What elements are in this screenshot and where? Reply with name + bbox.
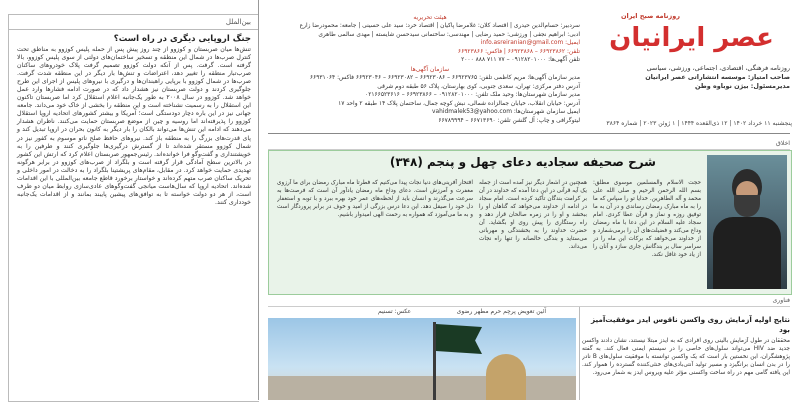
masthead-director: مدیرمسئول: بیژن نوباوه وطن [694, 82, 790, 90]
staff-ads-phone: تلفن آگهی‌ها: ۰۹۱۲۸۲۰۱۰۰۰ – ۷۷ ۷۱۱ ۸۸۸ ۲۰۰۰ [461, 57, 580, 64]
ads-line: آدرس دفتر مرکزی: تهران، سعدی جنوبی، کوی بهارستان، پلاک ۵۶ طبقه دوم شرقی [377, 83, 580, 90]
staff-email: ایمیل: info.asreiranian@gmail.com [480, 40, 580, 47]
feature-box [268, 150, 792, 295]
vaccine-story [582, 307, 790, 400]
left-article-title: جنگ اروپایی دیگری در راه است؟ [113, 34, 251, 44]
section-label-ethics: اخلاق [268, 139, 790, 150]
vaccine-story-body: محققان در طول آزمایش بالینی روی افرادی که به ایدز مبتلا نیستند، نشان دادند واکسن جدید ضد HIV می‌تواند سلول‌های خاصی را در سیستم ایمنی فعال کند. به گفته پژوهشگران، این نخستین بار است که یک واکسن توانسته با موفقیت سلول‌های B نادر را در بدن انسان برانگیزد و مسیر تولید آنتی‌بادی‌های خنثی‌کننده گسترده را هموار کند. این یافته گامی مهم در راه ساخت واکسنی مؤثر علیه ویروس ایدز به شمار می‌رود. [582, 338, 790, 376]
logo-tagline: روزنامه صبح ایران [620, 12, 680, 20]
staff-box [280, 22, 580, 65]
feature-text-col: همچنین در اشعار دیگر نیز آمده است از جمله یک آیه قرآنی در این دعا آمده که خداوند در آن بر کرامت بندگان تأکید کرده است. امام سجاد در ادامه از خداوند می‌خواهد که گناهان او را ببخشد و او را در زمره صالحان قرار دهد و راه رستگاری را پیش روی او بگشاید. آن حضرت خداوند را به بخشندگی و مهربانی می‌ستاید و بندگی خالصانه را تنها راه نجات می‌داند. [479, 180, 587, 250]
ads-line: لیتوگرافی و چاپ: آل گلشن تلفن: ۶۶۷۱۳۶۹۰ – ۶۶۷۸۹۹۹۴ [438, 117, 580, 124]
section-label-technology: فناوری [268, 296, 790, 307]
shrine-flag-photo [268, 318, 576, 400]
newspaper-logo [593, 10, 790, 60]
ads-box [280, 74, 580, 126]
photo-caption: آئین تعویض پرچم حرم مطهر رضوی [456, 308, 546, 315]
ads-email: ایمیل سازمان شهرستان‌ها: vahidmalek53@yahoo.com [431, 109, 580, 116]
staff-phone: تلفن: ۶۶۹۲۳۸۶۲ – ۶۶۹۲۳۸۶۸ | فاکس: ۶۶۹۲۳۸۶۶ [457, 48, 580, 55]
vaccine-story-title: نتایج اولیه آزمایش روی واکسن ناقوس ایدز موفقیت‌آمیز بود [590, 315, 790, 334]
staff-line: ادبی: ابراهیم نجفی | ورزشی: حمید رضایی | مهندسی: ساختمانی سید‌حسن شایسته | مهدی سالمی طاهری [318, 31, 580, 38]
masthead-info [580, 64, 790, 91]
masthead-rule [268, 133, 790, 134]
staff-heading: هیئت تحریریه [413, 14, 447, 21]
issue-date-line: پنجشنبه ۱۱ خرداد ۱۴۰۲ | ۱۲ ذی‌القعده ۱۴۴۴ | ۱ ژوئن ۲۰۲۳ | شماره ۳۸۶۴ [606, 120, 792, 127]
ads-line: مدیر سازمان آگهی‌ها: مریم کاظمی تلفن: ۶۶۹۲۳۷۶۵ – ۶۶۹۲۳۰۸۶ – ۶۶۹۲۳۰۸۲ – ۶۶۹۲۳۰۴۶ فاکس: ۶۶۹۳۱۰۶۴ [309, 75, 580, 81]
feature-text-col: حجت الاسلام والمسلمین موسوی مطلق: بسم الله الرحمن الرحیم و صلی الله علی محمد و آله الطاهرین. خدایا تو را سپاس که ما را به ماه مبارک رمضان رساندی و در آن به ما توفیق روزه و نماز و قرآن عطا کردی. امام سجاد علیه السلام در این دعا با ماه رمضان وداع می‌کند و فضیلت‌های آن را برمی‌شمارد و از خداوند می‌خواهد که برکات این ماه را در سراسر سال بر بندگانش جاری سازد و آنان را از یاد خود غافل نکند. [593, 180, 701, 258]
ads-heading: سازمان آگهی‌ها [410, 66, 450, 73]
left-article-column [8, 14, 259, 402]
ads-line: مدیر سازمان شهرستان‌ها: وحید ملک تلفن: ۰۹۱۲۸۲۰۱۰۰۰ – ۶۶۹۲۳۸۶۶ – ۰۲۱۶۶۵۲۳۶۱۶ [365, 92, 580, 99]
column-divider [579, 307, 580, 400]
feature-title: شرح صحیفه سجادیه دعای چهل و پنجم (۳۴۸) [389, 155, 656, 169]
staff-line: سردبیر: حسام‌الدین حیدری | اقتصاد کلان: غلامرضا پاکیان | اقتصاد خرد: سید علی حسینی | جامعه: محمودرضا زارع [299, 23, 580, 29]
masthead-owner: صاحب امتیاز: موسسه انتشاراتی عصر ایرانیان [645, 73, 790, 81]
left-article-body: تنش‌ها میان صربستان و کوزوو از چند روز پیش پس از حمله پلیس کوزوو به مناطق تحت کنترل صرب‌ها در شمال این منطقه و تسخیر ساختمان‌های دولتی از سوی پلیس کوزوو، بالا گرفته است. گرفت. پس از آنکه دولت کوزوو تصمیم گرفت پلاک خودروهای ساکنان صرب‌تبار منطقه را تغییر دهد، اعتراضات و تنش‌ها بار دیگر در این منطقه شدت گرفت. صرب‌ها در شمال کوزوو با برپایی راهبندان‌ها و درگیری با نیروهای پلیس از اجرای این طرح جلوگیری کردند و دولت صربستان نیز هشدار داد که در صورت ادامه فشارها وارد عمل خواهد شد. کوزوو در سال ۲۰۰۸ به طور یک‌جانبه اعلام استقلال کرد اما صربستان تاکنون این استقلال را به رسمیت نشناخته است و این منطقه را بخشی از خاک خود می‌داند. جامعه جهانی نیز در این باره دچار دودستگی است؛ آمریکا و بیشتر کشورهای اتحادیه اروپا استقلال کوزوو را پذیرفته‌اند اما روسیه و چین از موضع صربستان حمایت می‌کنند. ناظران هشدار می‌دهند که ادامه این تنش‌ها می‌تواند بالکان را بار دیگر به کانون بحران در اروپا تبدیل کند و پای قدرت‌های بزرگ را به منطقه باز کند. نیروهای حافظ صلح ناتو موسوم به کفور نیز در شمال کوزوو مستقر شده‌اند تا از گسترش درگیری‌ها جلوگیری کنند و طرفین را به خویشتنداری و گفت‌وگو فرا خوانده‌اند. رئیس‌جمهور صربستان اعلام کرد که ارتش این کشور در بالاترین سطح آمادگی قرار گرفته است و بلگراد از صرب‌های کوزوو در برابر هرگونه تهدیدی حمایت خواهد کرد. در مقابل، مقام‌های پریشتینا بلگراد را به دخالت در امور داخلی و تحریک ساکنان صرب متهم کرده‌اند و خواستار برخورد قاطع جامعه بین‌المللی با این اقدامات شده‌اند. اتحادیه اروپا که سال‌هاست میانجی گفت‌وگوهای عادی‌سازی روابط میان دو طرف است، از هر دو دولت خواسته تا به توافق‌های پیشین پایبند بمانند و از اقدامات یک‌جانبه خودداری کنند. [17, 46, 251, 206]
section-label-international: بین‌الملل [9, 15, 259, 30]
column-divider [258, 0, 259, 400]
logo-mark: عصر ایرانیان [609, 23, 774, 53]
photo-credit: عکس: تسنیم [378, 308, 412, 315]
feature-text-col: افتخار آفرینی‌های دنیا نجات پیدا می‌کنیم که فطرتاً ماه مبارک رمضان برای ما آرزوی مغفرت و آمرزش است. دعای وداع ماه رمضان یادآور آن است که فرصت‌ها به سرعت می‌گذرند و انسان باید از لحظه‌های عمر خود بهره ببرد و با توبه و استغفار دل خود را صیقل دهد. این دعا درس بزرگی از امید و خوف در برابر پروردگار است و به ما می‌آموزد که همواره به رحمت الهی امیدوار باشیم. [277, 180, 473, 218]
cleric-portrait [707, 155, 787, 289]
ads-line: آدرس: خیابان انقلاب، خیابان جمالزاده شمالی، نبش کوچه جمال، ساختمان پلاک ۱۴ طبقه ۲ واحد ۱۷ [338, 100, 580, 107]
photo-caption-bar [268, 307, 576, 317]
masthead-subtitle: روزنامه فرهنگی، اقتصادی، اجتماعی، ورزشی، سیاسی [646, 64, 790, 72]
